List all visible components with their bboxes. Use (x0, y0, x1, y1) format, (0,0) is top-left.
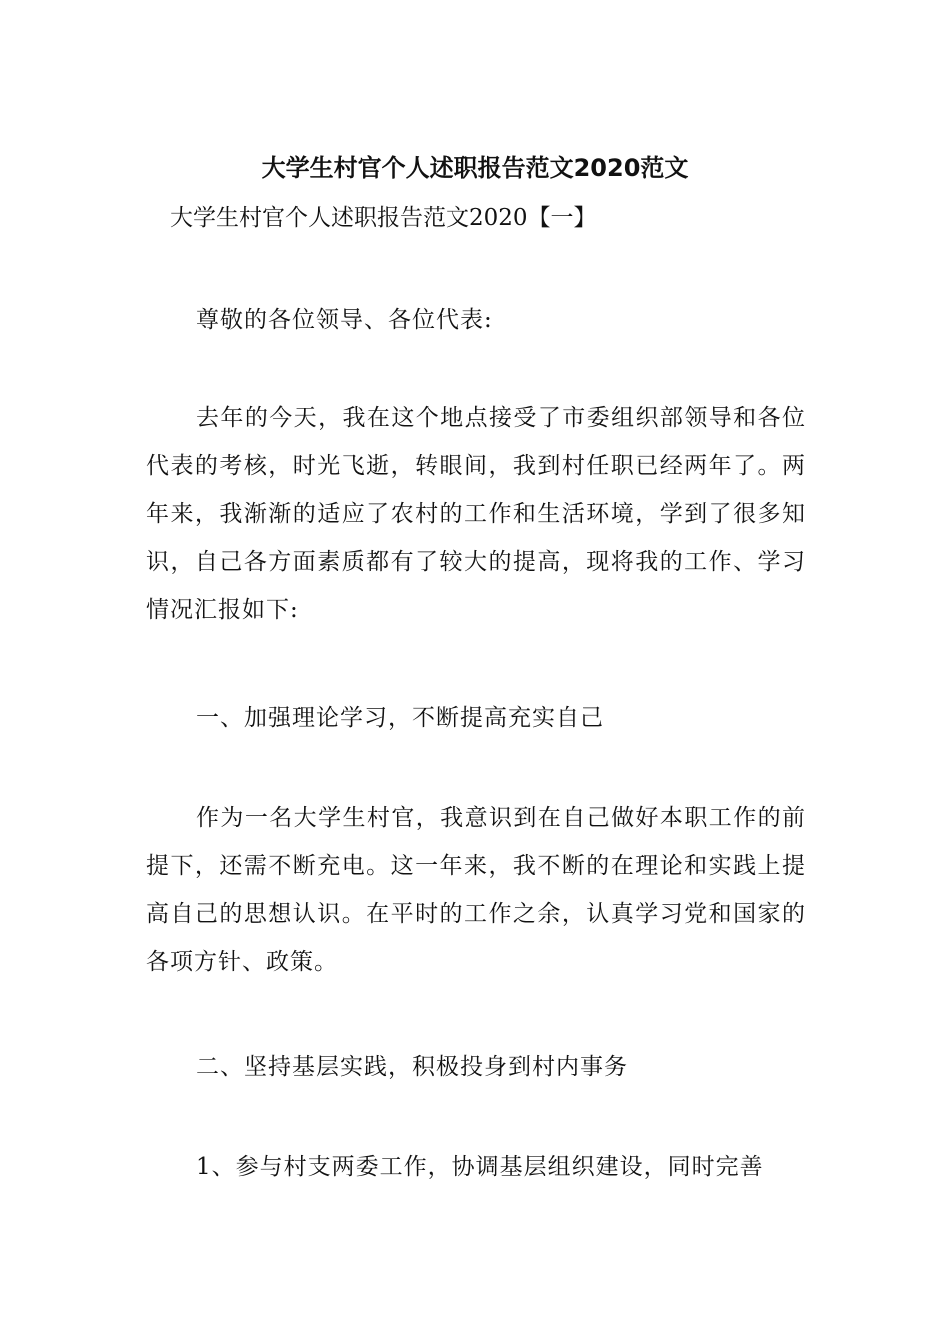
document-title: 大学生村官个人述职报告范文2020范文 (261, 154, 689, 182)
section-2-item-1: 1、参与村支两委工作，协调基层组织建设，同时完善 (196, 1154, 764, 1180)
section-1-paragraph: 作为一名大学生村官，我意识到在自己做好本职工作的前提下，还需不断充电。这一年来，我不断的在理论和实践上提高自己的思想认识。在平时的工作之余，认真学习党和国家的各项方针、政策。 (146, 805, 806, 975)
section-heading-1: 一、加强理论学习，不断提高充实自己 (196, 705, 604, 731)
intro-paragraph: 去年的今天，我在这个地点接受了市委组织部领导和各位代表的考核，时光飞逝，转眼间，我到村任职已经两年了。两年来，我渐渐的适应了农村的工作和生活环境，学到了很多知识，自己各方面素质都有了较大的提高，现将我的工作、学习情况汇报如下: (146, 405, 806, 623)
section-heading-2: 二、坚持基层实践，积极投身到村内事务 (196, 1054, 628, 1080)
greeting-paragraph: 尊敬的各位领导、各位代表: (196, 307, 493, 333)
document-subtitle: 大学生村官个人述职报告范文2020【一】 (170, 205, 597, 231)
